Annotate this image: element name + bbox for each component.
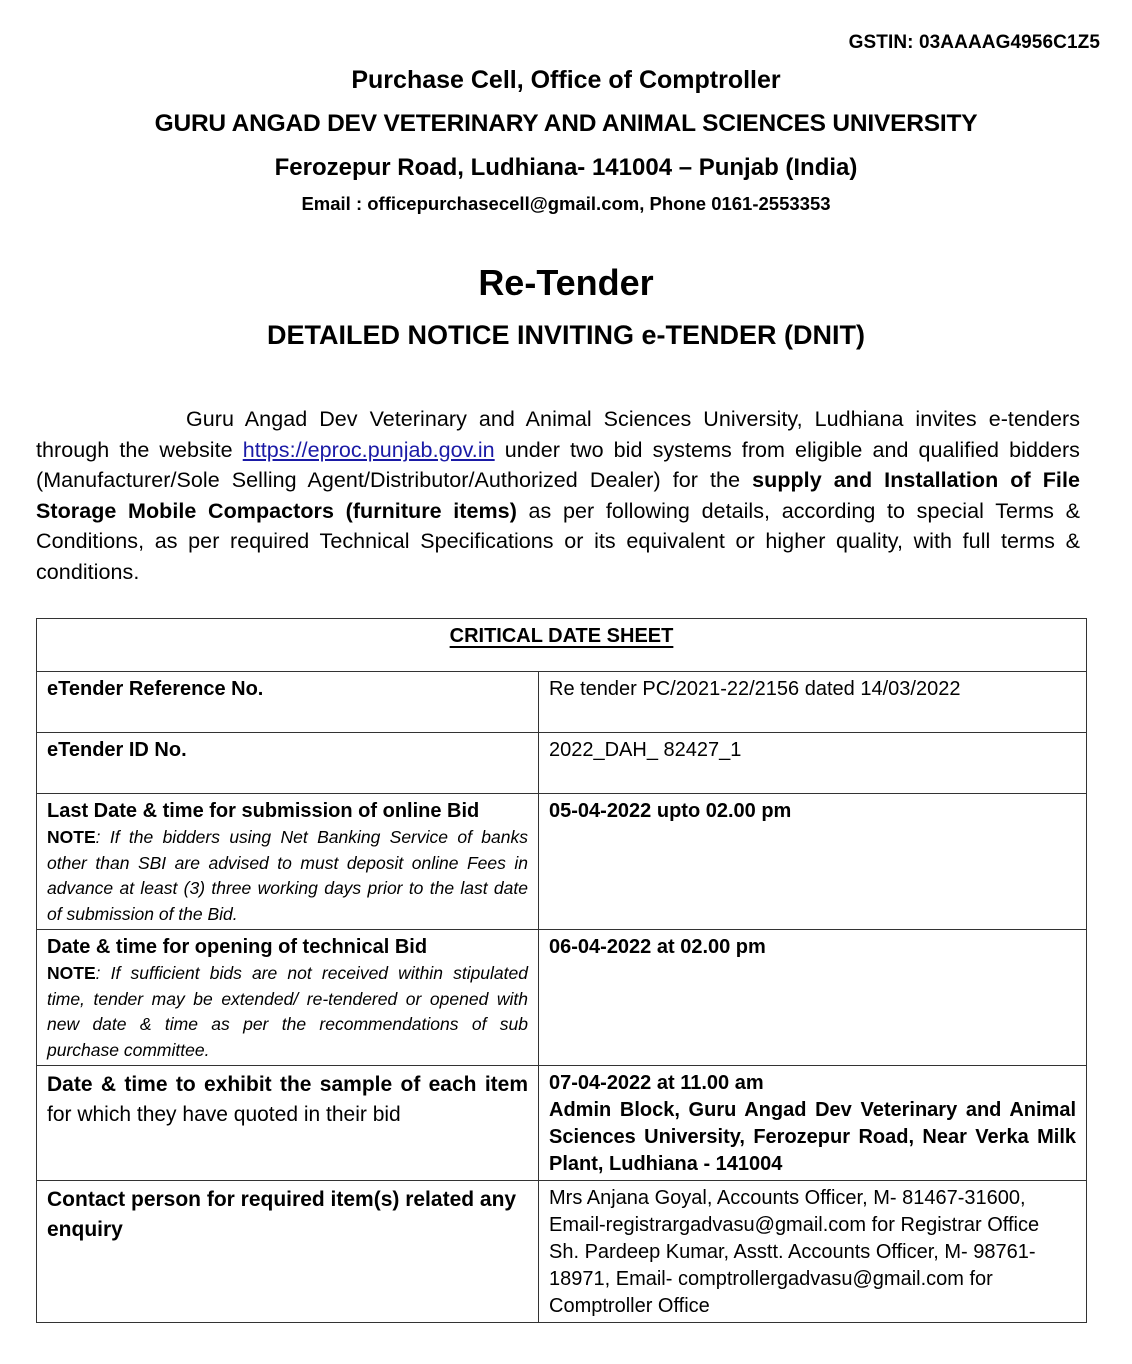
row-label-cell — [37, 1181, 539, 1323]
row-value-cell — [539, 930, 1087, 1066]
intro-paragraph — [36, 404, 1080, 587]
university-name: GURU ANGAD DEV VETERINARY AND ANIMAL SCIENCES UNIVERSITY — [154, 110, 978, 137]
contact-line-3: Sh. Pardeep Kumar, Asstt. Accounts Officer, M- 98761- — [549, 1241, 1036, 1263]
tender-id-label: eTender ID No. — [47, 739, 187, 761]
contact-line: Email : officepurchasecell@gmail.com, Phone 0161-2553353 — [301, 193, 831, 214]
note-prefix: NOTE — [47, 827, 96, 847]
critical-date-sheet-table — [36, 618, 1087, 1323]
intro-text-1: Guru Angad Dev Veterinary and Animal Sciences University, Ludhiana invites e-tenders through the website — [36, 407, 1080, 462]
row-value-cell — [539, 1066, 1087, 1181]
contact-line-5: Comptroller Office — [549, 1295, 710, 1317]
document-title: Re-Tender — [478, 262, 654, 303]
bid-opening-label: Date & time for opening of technical Bid — [47, 936, 428, 958]
table-heading-cell — [37, 619, 1087, 672]
contact-line-2: Email-registrargadvasu@gmail.com for Registrar Office — [549, 1214, 1040, 1236]
sample-exhibit-label: Date & time to exhibit the sample of each item — [47, 1073, 528, 1096]
table-heading-row — [37, 619, 1087, 672]
university-address: Ferozepur Road, Ludhiana- 141004 – Punjab (India) — [274, 154, 858, 181]
gstin-number: GSTIN: 03AAAAG4956C1Z5 — [848, 32, 1100, 53]
contact-person-label: Contact person for required item(s) related any enquiry — [47, 1188, 517, 1241]
table-row — [37, 672, 1087, 733]
row-value-cell — [539, 1181, 1087, 1323]
note-text: : If sufficient bids are not received within stipulated time, tender may be extended/ re-tendered or opened with new date & time as per the recommendations of sub purchase committee. — [47, 963, 528, 1060]
sample-exhibit-venue: Admin Block, Guru Angad Dev Veterinary and Animal Sciences University, Ferozepur Road, Near Verka Milk Plant, Ludhiana - 141004 — [549, 1099, 1076, 1175]
sample-exhibit-label-rest: for which they have quoted in their bid — [47, 1103, 401, 1126]
table-row — [37, 1181, 1087, 1323]
row-value-cell — [539, 672, 1087, 733]
note-text: : If the bidders using Net Banking Service of banks other than SBI are advised to must deposit online Fees in advance at least (3) three working days prior to the last date of submission of the Bid. — [47, 827, 528, 924]
table-row — [37, 930, 1087, 1066]
row-label-cell — [37, 672, 539, 733]
intro-text-2: under two bid systems from eligible and qualified bidders (Manufacturer/Sole Selling Agent/Distributor/Authorized Dealer) for the — [36, 437, 1080, 492]
row-label-cell — [37, 794, 539, 930]
contact-line-4: 18971, Email- comptrollergadvasu@gmail.com for — [549, 1268, 993, 1290]
sample-exhibit-date: 07-04-2022 at 11.00 am — [549, 1072, 764, 1094]
document-subtitle: DETAILED NOTICE INVITING e-TENDER (DNIT) — [267, 320, 865, 350]
bid-opening-note — [47, 961, 528, 1063]
contact-line-1: Mrs Anjana Goyal, Accounts Officer, M- 81467-31600, — [549, 1187, 1026, 1209]
tender-id-value: 2022_DAH_ 82427_1 — [549, 739, 742, 761]
bid-opening-value: 06-04-2022 at 02.00 pm — [549, 936, 766, 958]
reference-no-value: Re tender PC/2021-22/2156 dated 14/03/2022 — [549, 678, 961, 700]
office-name: Purchase Cell, Office of Comptroller — [351, 66, 781, 94]
row-label-cell — [37, 1066, 539, 1181]
critical-date-sheet-heading: CRITICAL DATE SHEET — [449, 625, 674, 647]
row-label-cell — [37, 733, 539, 794]
table-row — [37, 733, 1087, 794]
submission-deadline-value: 05-04-2022 upto 02.00 pm — [549, 800, 792, 822]
submission-deadline-label: Last Date & time for submission of online Bid — [47, 800, 480, 822]
submission-note — [47, 825, 528, 927]
table-row — [37, 1066, 1087, 1181]
reference-no-label: eTender Reference No. — [47, 678, 264, 700]
row-value-cell — [539, 794, 1087, 930]
eproc-link[interactable]: https://eproc.punjab.gov.in — [242, 437, 495, 462]
intro-text-3: as per following details, according to special Terms & Conditions, as per required Technical Specifications or its equivalent or higher quality, with full terms & conditions. — [36, 498, 1080, 584]
note-prefix: NOTE — [47, 963, 96, 983]
table-row — [37, 794, 1087, 930]
row-label-cell — [37, 930, 539, 1066]
row-value-cell — [539, 733, 1087, 794]
intro-bold-item: supply and Installation of File Storage Mobile Compactors (furniture items) — [36, 468, 1080, 523]
